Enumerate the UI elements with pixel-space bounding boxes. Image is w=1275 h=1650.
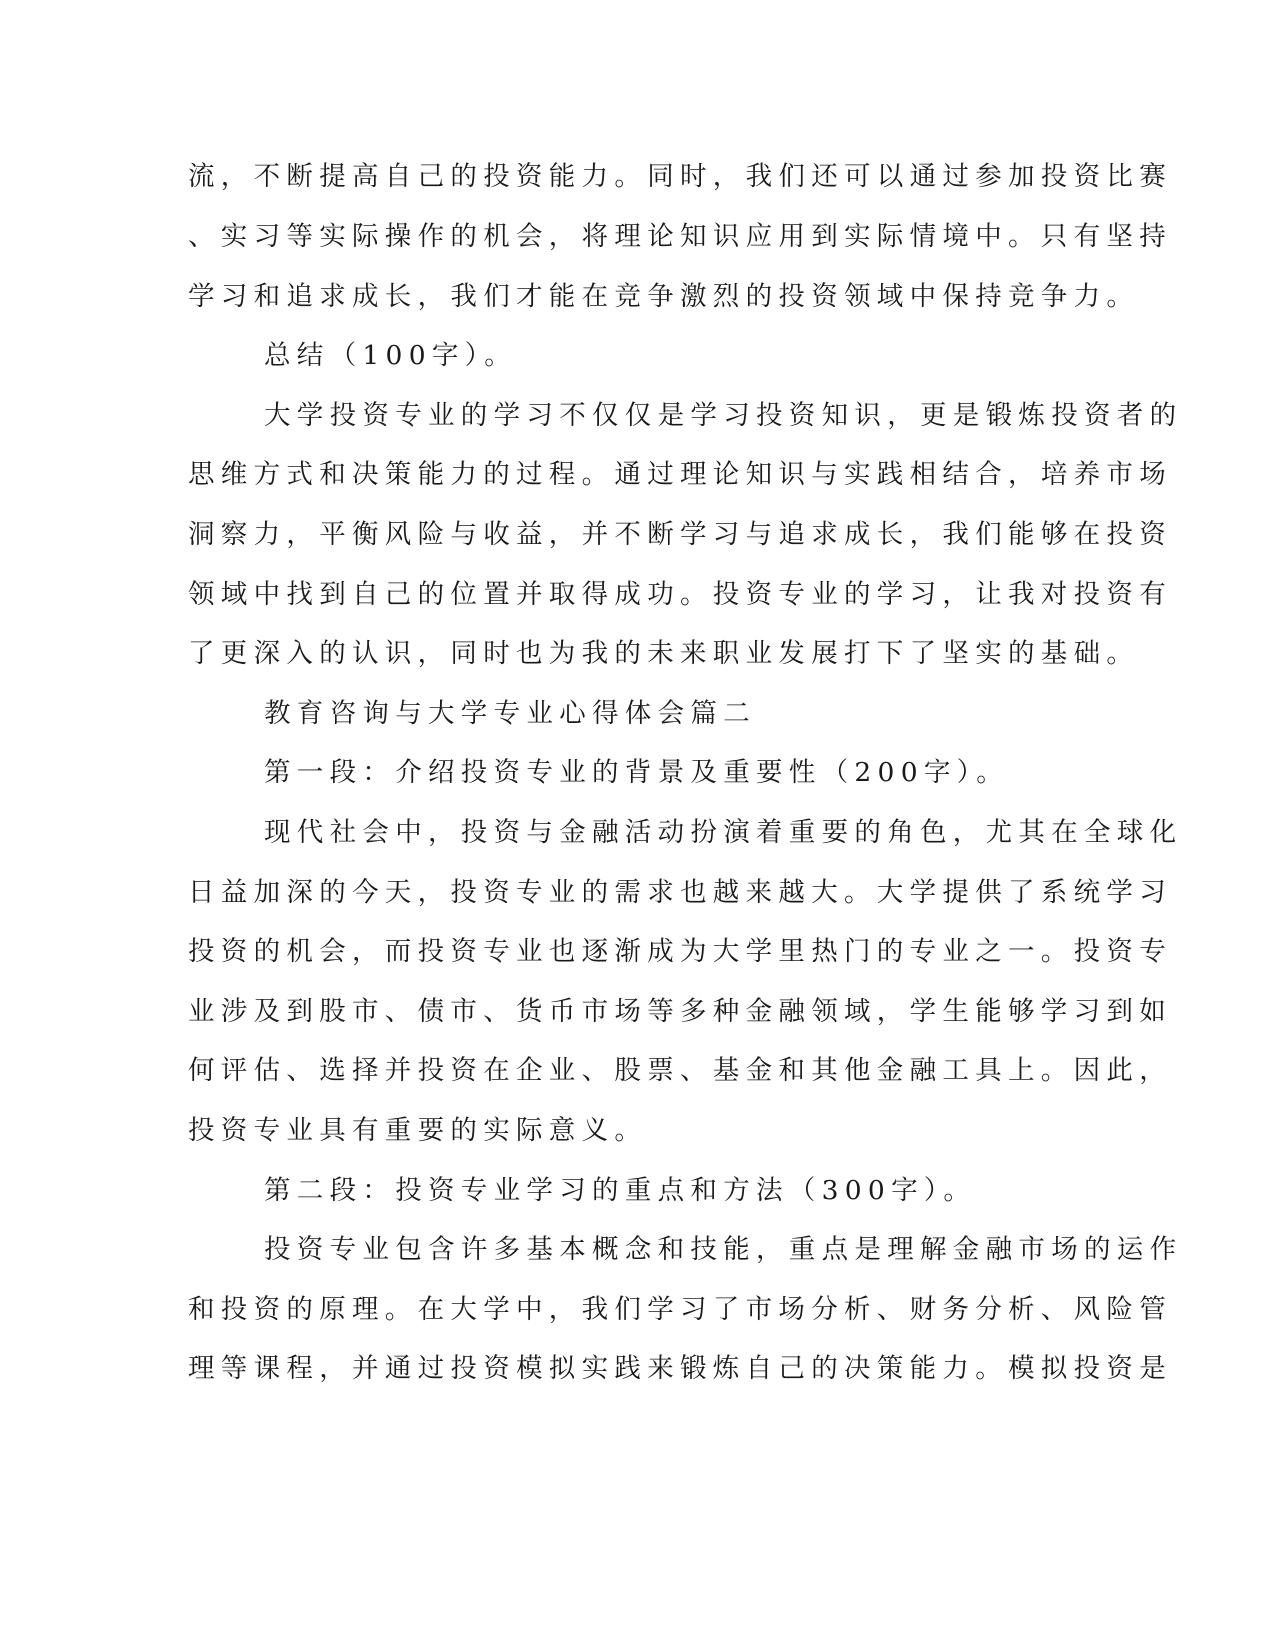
paragraph-two-heading: 第二段：投资专业学习的重点和方法（300字）。 [264,1175,977,1206]
text-line-6: 思维方式和决策能力的过程。通过理论知识与实践相结合，培养市场 [188,459,1172,490]
section-title: 教育咨询与大学专业心得体会篇二 [264,698,756,729]
text-line-1: 流，不断提高自己的投资能力。同时，我们还可以通过参加投资比赛 [188,161,1172,192]
text-line-7: 洞察力，平衡风险与收益，并不断学习与追求成长，我们能够在投资 [188,519,1172,550]
text-line-12: 现代社会中，投资与金融活动扮演着重要的角色，尤其在全球化 [264,817,1183,848]
text-line-5: 大学投资专业的学习不仅仅是学习投资知识，更是锻炼投资者的 [264,400,1183,431]
text-line-14: 投资的机会，而投资专业也逐渐成为大学里热门的专业之一。投资专 [188,936,1172,967]
text-line-17: 投资专业具有重要的实际意义。 [188,1115,648,1146]
text-line-8: 领域中找到自己的位置并取得成功。投资专业的学习，让我对投资有 [188,579,1172,610]
text-line-3: 学习和追求成长，我们才能在竞争激烈的投资领域中保持竞争力。 [188,281,1140,312]
summary-heading: 总结（100字）。 [264,340,518,371]
text-line-20: 和投资的原理。在大学中，我们学习了市场分析、财务分析、风险管 [188,1294,1172,1325]
text-line-9: 了更深入的认识，同时也为我的未来职业发展打下了坚实的基础。 [188,638,1140,669]
text-line-13: 日益加深的今天，投资专业的需求也越来越大。大学提供了系统学习 [188,877,1172,908]
paragraph-one-heading: 第一段：介绍投资专业的背景及重要性（200字）。 [264,757,1010,788]
text-line-15: 业涉及到股市、债市、货币市场等多种金融领域，学生能够学习到如 [188,996,1172,1027]
text-line-21: 理等课程，并通过投资模拟实践来锻炼自己的决策能力。模拟投资是 [188,1353,1172,1384]
text-line-16: 何评估、选择并投资在企业、股票、基金和其他金融工具上。因此， [188,1055,1172,1086]
text-line-19: 投资专业包含许多基本概念和技能，重点是理解金融市场的运作 [264,1234,1183,1265]
text-line-2: 、实习等实际操作的机会，将理论知识应用到实际情境中。只有坚持 [188,221,1172,252]
